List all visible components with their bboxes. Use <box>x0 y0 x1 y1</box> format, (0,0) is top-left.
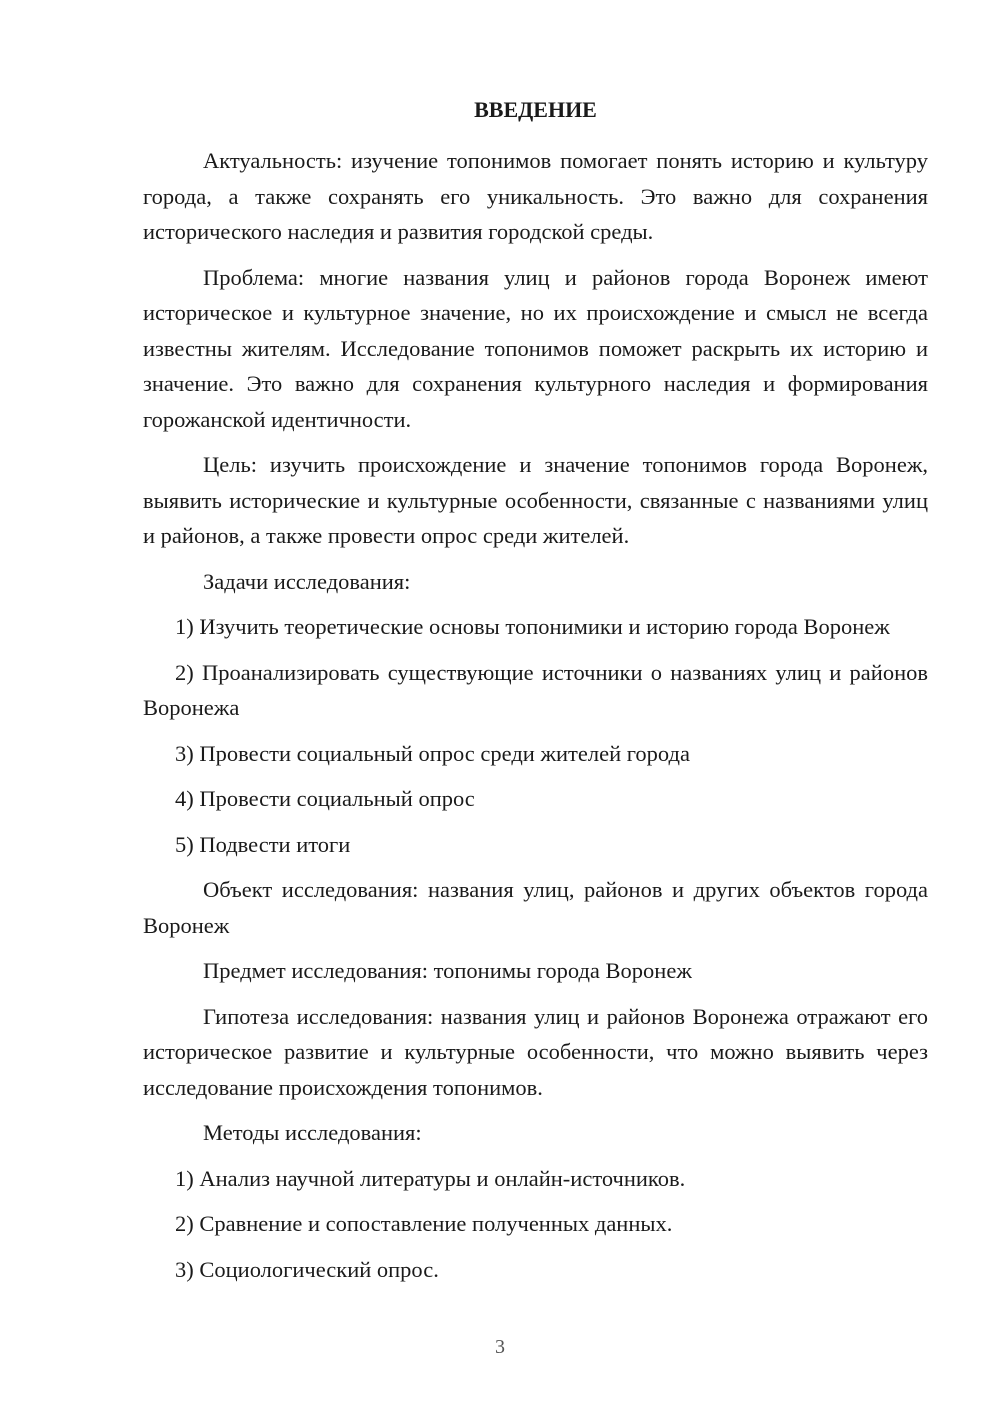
task-item-5: 5) Подвести итоги <box>175 831 351 857</box>
paragraph-relevance: Актуальность: изучение топонимов помогает понять историю и культуру города, а также сохранять его уникальность. Это важно для сохранения исторического наследия и развития городской среды. <box>143 148 928 244</box>
page-number: 3 <box>495 1336 505 1358</box>
paragraph-subject: Предмет исследования: топонимы города Воронеж <box>203 958 692 983</box>
paragraph-methods-heading: Методы исследования: <box>203 1120 422 1145</box>
paragraph-goal: Цель: изучить происхождение и значение топонимов города Воронеж, выявить исторические и культурные особенности, связанные с названиями улиц и районов, а также провести опрос среди жителей. <box>143 452 928 548</box>
method-item-3: 3) Социологический опрос. <box>175 1256 439 1282</box>
method-item-1: 1) Анализ научной литературы и онлайн-источников. <box>175 1165 686 1191</box>
task-item-1: 1) Изучить теоретические основы топонимики и историю города Воронеж <box>175 614 890 639</box>
task-item-4: 4) Провести социальный опрос <box>175 786 475 811</box>
method-item-2: 2) Сравнение и сопоставление полученных данных. <box>175 1211 673 1236</box>
paragraph-object: Объект исследования: названия улиц, районов и других объектов города Воронеж <box>143 877 928 938</box>
paragraph-hypothesis: Гипотеза исследования: названия улиц и районов Воронежа отражают его историческое развитие и культурные особенности, что можно выявить через исследование происхождения топонимов. <box>143 1003 928 1100</box>
paragraph-tasks-heading: Задачи исследования: <box>203 568 411 594</box>
document-body <box>143 143 928 1287</box>
task-item-2: 2) Проанализировать существующие источники о названиях улиц и районов Воронежа <box>143 659 928 720</box>
paragraph-problem: Проблема: многие названия улиц и районов города Воронеж имеют историческое и культурное значение, но их происхождение и смысл не всегда известны жителям. Исследование топонимов поможет раскрыть их историю и значение. Это важно для сохранения культурного наследия и формирования горожанской идентичности. <box>143 264 928 432</box>
task-item-3: 3) Провести социальный опрос среди жителей города <box>175 740 690 766</box>
page-title: ВВЕДЕНИЕ <box>474 97 597 122</box>
